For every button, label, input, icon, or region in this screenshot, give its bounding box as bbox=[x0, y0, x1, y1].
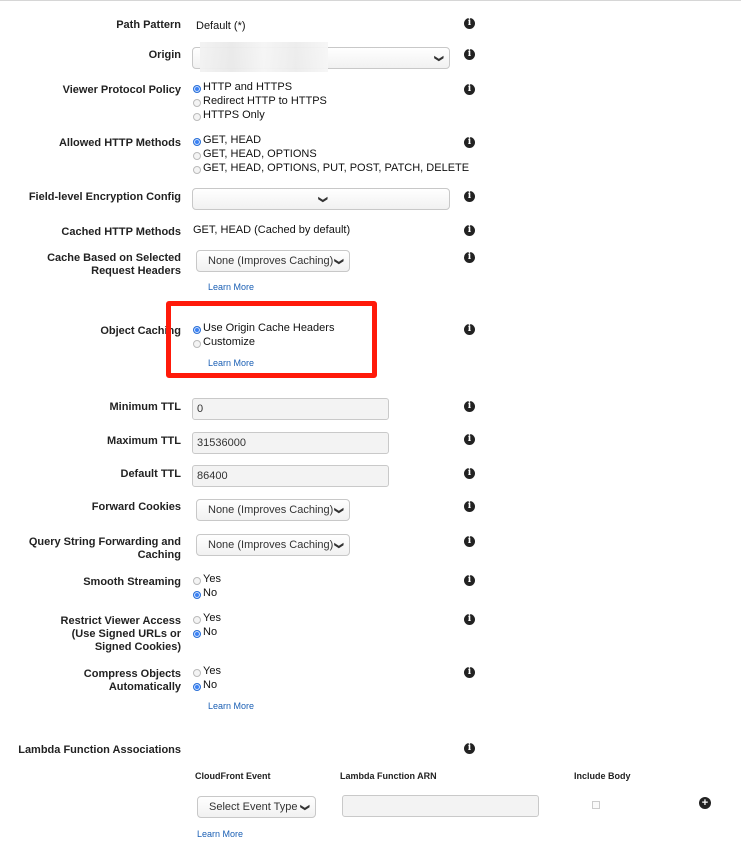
info-icon[interactable]: i bbox=[464, 434, 475, 445]
object-caching-label: Object Caching bbox=[100, 325, 181, 337]
col-cloudfront-event: CloudFront Event bbox=[195, 771, 271, 781]
radio-button[interactable] bbox=[193, 113, 201, 121]
chevron-down-icon: ❯ bbox=[434, 54, 445, 62]
max-ttl-label: Maximum TTL bbox=[107, 435, 181, 447]
fle-config-select[interactable] bbox=[192, 188, 450, 210]
origin-label: Origin bbox=[148, 49, 181, 61]
min-ttl-label: Minimum TTL bbox=[109, 401, 181, 413]
compress-label-1: Compress Objects bbox=[83, 668, 181, 680]
info-icon[interactable]: i bbox=[464, 137, 475, 148]
radio-smooth-yes[interactable]: Yes bbox=[193, 572, 221, 586]
lambda-arn-input[interactable] bbox=[342, 795, 539, 817]
default-ttl-label: Default TTL bbox=[120, 468, 181, 480]
chevron-down-icon: ❯ bbox=[334, 506, 345, 514]
radio-button[interactable] bbox=[193, 85, 201, 93]
info-icon[interactable]: i bbox=[464, 252, 475, 263]
radio-https-only[interactable]: HTTPS Only bbox=[193, 108, 265, 122]
info-icon[interactable]: i bbox=[464, 84, 475, 95]
smooth-streaming-label: Smooth Streaming bbox=[83, 576, 181, 588]
redacted-origin bbox=[200, 42, 328, 72]
radio-button[interactable] bbox=[193, 577, 201, 585]
radio-restrict-yes[interactable]: Yes bbox=[193, 611, 221, 625]
cache-headers-label-1: Cache Based on Selected bbox=[47, 252, 181, 264]
radio-http-https[interactable]: HTTP and HTTPS bbox=[193, 80, 292, 94]
forward-cookies-value: None (Improves Caching) bbox=[208, 504, 334, 516]
radio-get-head-options[interactable]: GET, HEAD, OPTIONS bbox=[193, 147, 317, 161]
radio-button[interactable] bbox=[193, 166, 201, 174]
radio-button[interactable] bbox=[193, 683, 201, 691]
forward-cookies-label: Forward Cookies bbox=[91, 501, 181, 513]
info-icon[interactable]: i bbox=[464, 324, 475, 335]
info-icon[interactable]: i bbox=[464, 536, 475, 547]
event-type-value: Select Event Type bbox=[209, 801, 298, 813]
default-ttl-input[interactable]: 86400 bbox=[192, 465, 389, 487]
chevron-down-icon: ❯ bbox=[318, 195, 329, 203]
info-icon[interactable]: i bbox=[464, 468, 475, 479]
info-icon[interactable]: i bbox=[464, 191, 475, 202]
cached-methods-label: Cached HTTP Methods bbox=[61, 226, 181, 238]
radio-smooth-no[interactable]: No bbox=[193, 586, 217, 600]
top-divider bbox=[0, 0, 741, 1]
radio-redirect-https[interactable]: Redirect HTTP to HTTPS bbox=[193, 94, 327, 108]
radio-origin-cache-headers[interactable]: Use Origin Cache Headers bbox=[193, 321, 334, 335]
query-string-value: None (Improves Caching) bbox=[208, 539, 334, 551]
compress-learn-more[interactable]: Learn More bbox=[208, 701, 255, 711]
radio-compress-no[interactable]: No bbox=[193, 678, 217, 692]
path-pattern-value: Default (*) bbox=[196, 20, 246, 32]
radio-button[interactable] bbox=[193, 152, 201, 160]
info-icon[interactable]: i bbox=[464, 743, 475, 754]
info-icon[interactable]: i bbox=[464, 501, 475, 512]
info-icon[interactable]: i bbox=[464, 575, 475, 586]
cached-methods-value: GET, HEAD (Cached by default) bbox=[193, 224, 351, 236]
query-string-label-1: Query String Forwarding and bbox=[28, 536, 181, 548]
radio-button[interactable] bbox=[193, 669, 201, 677]
chevron-down-icon: ❯ bbox=[334, 541, 345, 549]
info-icon[interactable]: i bbox=[464, 18, 475, 29]
radio-restrict-no[interactable]: No bbox=[193, 625, 217, 639]
chevron-down-icon: ❯ bbox=[334, 257, 345, 265]
cache-headers-select[interactable] bbox=[196, 250, 350, 272]
restrict-viewer-label-3: Signed Cookies) bbox=[94, 641, 181, 653]
fle-config-label: Field-level Encryption Config bbox=[28, 191, 181, 203]
cache-headers-learn-more[interactable]: Learn More bbox=[208, 282, 255, 292]
restrict-viewer-label-1: Restrict Viewer Access bbox=[60, 615, 181, 627]
info-icon[interactable]: i bbox=[464, 49, 475, 60]
radio-button[interactable] bbox=[193, 138, 201, 146]
viewer-protocol-label: Viewer Protocol Policy bbox=[62, 84, 181, 96]
cache-headers-label-2: Request Headers bbox=[91, 265, 181, 277]
radio-customize[interactable]: Customize bbox=[193, 335, 255, 349]
max-ttl-input[interactable]: 31536000 bbox=[192, 432, 389, 454]
info-icon[interactable]: i bbox=[464, 401, 475, 412]
info-icon[interactable]: i bbox=[464, 614, 475, 625]
highlight-box bbox=[166, 301, 377, 378]
lambda-label: Lambda Function Associations bbox=[18, 744, 181, 756]
compress-label-2: Automatically bbox=[108, 681, 181, 693]
event-type-select[interactable] bbox=[197, 796, 316, 818]
chevron-down-icon: ❯ bbox=[300, 803, 311, 811]
radio-all-methods[interactable]: GET, HEAD, OPTIONS, PUT, POST, PATCH, DELETE bbox=[193, 161, 469, 175]
radio-button[interactable] bbox=[193, 616, 201, 624]
plus-circle-icon[interactable]: + bbox=[699, 797, 711, 809]
radio-button[interactable] bbox=[193, 591, 201, 599]
query-string-label-2: Caching bbox=[137, 549, 181, 561]
radio-button[interactable] bbox=[193, 630, 201, 638]
col-lambda-arn: Lambda Function ARN bbox=[340, 771, 437, 781]
col-include-body: Include Body bbox=[574, 771, 631, 781]
min-ttl-input[interactable]: 0 bbox=[192, 398, 389, 420]
radio-compress-yes[interactable]: Yes bbox=[193, 664, 221, 678]
query-string-select[interactable] bbox=[196, 534, 350, 556]
object-caching-learn-more[interactable]: Learn More bbox=[208, 358, 255, 368]
allowed-methods-label: Allowed HTTP Methods bbox=[58, 137, 181, 149]
info-icon[interactable]: i bbox=[464, 667, 475, 678]
radio-button[interactable] bbox=[193, 99, 201, 107]
restrict-viewer-label-2: (Use Signed URLs or bbox=[71, 628, 181, 640]
radio-get-head[interactable]: GET, HEAD bbox=[193, 133, 261, 147]
path-pattern-label: Path Pattern bbox=[116, 19, 181, 31]
lambda-learn-more[interactable]: Learn More bbox=[197, 829, 244, 839]
info-icon[interactable]: i bbox=[464, 225, 475, 236]
forward-cookies-select[interactable] bbox=[196, 499, 350, 521]
cache-headers-value: None (Improves Caching) bbox=[208, 255, 334, 267]
include-body-checkbox[interactable] bbox=[592, 801, 600, 809]
